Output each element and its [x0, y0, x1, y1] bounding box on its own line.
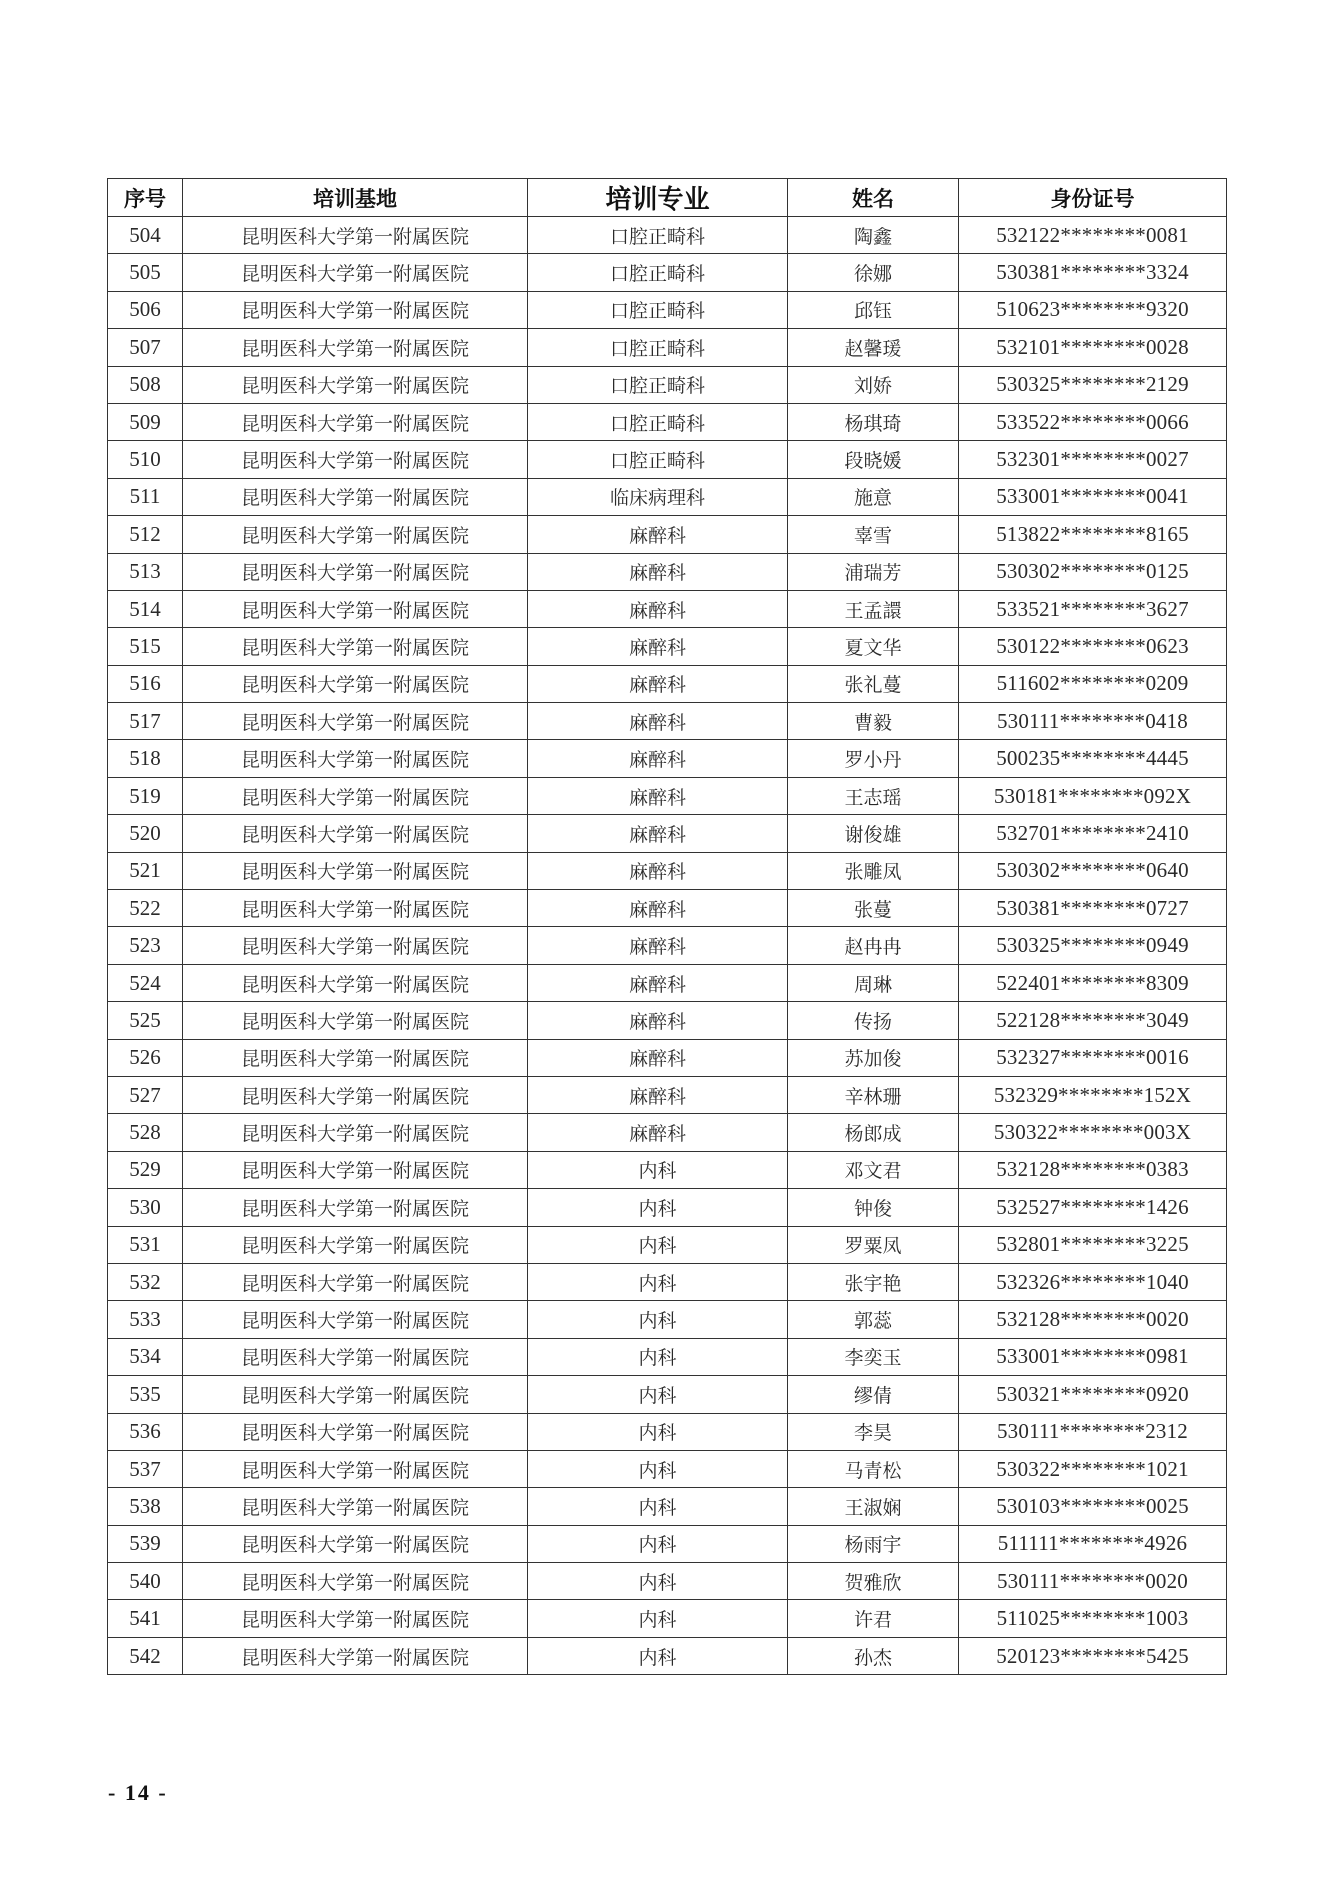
- cell-seq: 531: [108, 1226, 183, 1263]
- cell-seq: 524: [108, 964, 183, 1001]
- cell-seq: 513: [108, 553, 183, 590]
- cell-seq: 522: [108, 890, 183, 927]
- cell-id-number: 511025********1003: [959, 1600, 1227, 1637]
- cell-specialty: 麻醉科: [528, 1076, 788, 1113]
- cell-seq: 512: [108, 516, 183, 553]
- cell-specialty: 麻醉科: [528, 553, 788, 590]
- cell-training-base: 昆明医科大学第一附属医院: [183, 1226, 528, 1263]
- cell-seq: 542: [108, 1637, 183, 1674]
- cell-seq: 538: [108, 1488, 183, 1525]
- cell-id-number: 530322********003X: [959, 1114, 1227, 1151]
- table-row: [108, 665, 1227, 702]
- cell-name: 杨琪琦: [788, 403, 959, 440]
- header-row: [108, 179, 1227, 217]
- table-row: [108, 217, 1227, 254]
- cell-id-number: 530381********0727: [959, 890, 1227, 927]
- cell-name: 王淑娴: [788, 1488, 959, 1525]
- cell-training-base: 昆明医科大学第一附属医院: [183, 1600, 528, 1637]
- header-seq: 序号: [108, 179, 183, 217]
- cell-seq: 536: [108, 1413, 183, 1450]
- cell-specialty: 内科: [528, 1413, 788, 1450]
- cell-seq: 530: [108, 1189, 183, 1226]
- cell-training-base: 昆明医科大学第一附属医院: [183, 553, 528, 590]
- cell-training-base: 昆明医科大学第一附属医院: [183, 1563, 528, 1600]
- cell-seq: 532: [108, 1263, 183, 1300]
- table-row: [108, 1338, 1227, 1375]
- table-row: [108, 815, 1227, 852]
- cell-seq: 521: [108, 852, 183, 889]
- cell-id-number: 532527********1426: [959, 1189, 1227, 1226]
- cell-id-number: 532327********0016: [959, 1039, 1227, 1076]
- cell-seq: 517: [108, 703, 183, 740]
- table-header: [108, 179, 1227, 217]
- cell-training-base: 昆明医科大学第一附属医院: [183, 964, 528, 1001]
- cell-specialty: 口腔正畸科: [528, 217, 788, 254]
- cell-id-number: 532326********1040: [959, 1263, 1227, 1300]
- cell-specialty: 口腔正畸科: [528, 403, 788, 440]
- cell-name: 周琳: [788, 964, 959, 1001]
- table-row: [108, 254, 1227, 291]
- cell-name: 赵冉冉: [788, 927, 959, 964]
- cell-training-base: 昆明医科大学第一附属医院: [183, 590, 528, 627]
- cell-seq: 519: [108, 777, 183, 814]
- cell-id-number: 530181********092X: [959, 777, 1227, 814]
- cell-training-base: 昆明医科大学第一附属医院: [183, 703, 528, 740]
- table-row: [108, 1151, 1227, 1188]
- cell-id-number: 532329********152X: [959, 1076, 1227, 1113]
- cell-id-number: 530111********2312: [959, 1413, 1227, 1450]
- cell-specialty: 口腔正畸科: [528, 329, 788, 366]
- cell-name: 陶鑫: [788, 217, 959, 254]
- table-row: [108, 890, 1227, 927]
- cell-seq: 539: [108, 1525, 183, 1562]
- cell-training-base: 昆明医科大学第一附属医院: [183, 1114, 528, 1151]
- cell-name: 张宇艳: [788, 1263, 959, 1300]
- cell-id-number: 530325********2129: [959, 366, 1227, 403]
- cell-id-number: 530322********1021: [959, 1450, 1227, 1487]
- cell-name: 曹毅: [788, 703, 959, 740]
- cell-seq: 523: [108, 927, 183, 964]
- cell-specialty: 内科: [528, 1450, 788, 1487]
- table-row: [108, 628, 1227, 665]
- cell-id-number: 532301********0027: [959, 441, 1227, 478]
- table-row: [108, 1563, 1227, 1600]
- table-row: [108, 1301, 1227, 1338]
- table-row: [108, 1263, 1227, 1300]
- trainee-roster-table: [107, 178, 1227, 1675]
- cell-seq: 505: [108, 254, 183, 291]
- cell-name: 夏文华: [788, 628, 959, 665]
- cell-seq: 526: [108, 1039, 183, 1076]
- table-row: [108, 516, 1227, 553]
- cell-training-base: 昆明医科大学第一附属医院: [183, 1151, 528, 1188]
- cell-name: 辜雪: [788, 516, 959, 553]
- cell-name: 李奕玉: [788, 1338, 959, 1375]
- cell-training-base: 昆明医科大学第一附属医院: [183, 1338, 528, 1375]
- cell-specialty: 内科: [528, 1301, 788, 1338]
- cell-training-base: 昆明医科大学第一附属医院: [183, 403, 528, 440]
- cell-specialty: 口腔正畸科: [528, 366, 788, 403]
- cell-training-base: 昆明医科大学第一附属医院: [183, 1263, 528, 1300]
- cell-id-number: 511602********0209: [959, 665, 1227, 702]
- cell-id-number: 533001********0981: [959, 1338, 1227, 1375]
- cell-training-base: 昆明医科大学第一附属医院: [183, 927, 528, 964]
- table-row: [108, 927, 1227, 964]
- cell-training-base: 昆明医科大学第一附属医院: [183, 1189, 528, 1226]
- cell-training-base: 昆明医科大学第一附属医院: [183, 1039, 528, 1076]
- cell-name: 张雕凤: [788, 852, 959, 889]
- cell-seq: 511: [108, 478, 183, 515]
- cell-training-base: 昆明医科大学第一附属医院: [183, 740, 528, 777]
- table-row: [108, 441, 1227, 478]
- cell-specialty: 口腔正畸科: [528, 254, 788, 291]
- table-row: [108, 852, 1227, 889]
- cell-specialty: 内科: [528, 1488, 788, 1525]
- table-row: [108, 1002, 1227, 1039]
- cell-name: 马青松: [788, 1450, 959, 1487]
- cell-id-number: 510623********9320: [959, 291, 1227, 328]
- cell-specialty: 麻醉科: [528, 665, 788, 702]
- cell-seq: 509: [108, 403, 183, 440]
- cell-seq: 516: [108, 665, 183, 702]
- cell-id-number: 532101********0028: [959, 329, 1227, 366]
- cell-specialty: 口腔正畸科: [528, 441, 788, 478]
- cell-specialty: 麻醉科: [528, 890, 788, 927]
- table-row: [108, 703, 1227, 740]
- header-training-base: 培训基地: [183, 179, 528, 217]
- cell-id-number: 520123********5425: [959, 1637, 1227, 1674]
- cell-name: 罗粟凤: [788, 1226, 959, 1263]
- cell-specialty: 麻醉科: [528, 927, 788, 964]
- cell-id-number: 530321********0920: [959, 1376, 1227, 1413]
- cell-id-number: 511111********4926: [959, 1525, 1227, 1562]
- table-row: [108, 1413, 1227, 1450]
- cell-name: 苏加俊: [788, 1039, 959, 1076]
- cell-specialty: 麻醉科: [528, 777, 788, 814]
- cell-name: 贺雅欣: [788, 1563, 959, 1600]
- cell-specialty: 内科: [528, 1226, 788, 1263]
- cell-specialty: 口腔正畸科: [528, 291, 788, 328]
- table-row: [108, 1114, 1227, 1151]
- cell-name: 王孟譞: [788, 590, 959, 627]
- cell-id-number: 533521********3627: [959, 590, 1227, 627]
- cell-specialty: 内科: [528, 1525, 788, 1562]
- cell-seq: 528: [108, 1114, 183, 1151]
- cell-specialty: 内科: [528, 1376, 788, 1413]
- cell-id-number: 532128********0383: [959, 1151, 1227, 1188]
- cell-name: 浦瑞芳: [788, 553, 959, 590]
- table-row: [108, 329, 1227, 366]
- table-row: [108, 777, 1227, 814]
- cell-name: 谢俊雄: [788, 815, 959, 852]
- cell-specialty: 麻醉科: [528, 740, 788, 777]
- cell-training-base: 昆明医科大学第一附属医院: [183, 1376, 528, 1413]
- cell-seq: 534: [108, 1338, 183, 1375]
- cell-name: 徐娜: [788, 254, 959, 291]
- cell-training-base: 昆明医科大学第一附属医院: [183, 1488, 528, 1525]
- cell-specialty: 麻醉科: [528, 1002, 788, 1039]
- header-specialty: 培训专业: [528, 179, 788, 217]
- cell-specialty: 麻醉科: [528, 1039, 788, 1076]
- cell-specialty: 麻醉科: [528, 964, 788, 1001]
- table-row: [108, 403, 1227, 440]
- cell-seq: 540: [108, 1563, 183, 1600]
- cell-id-number: 530302********0125: [959, 553, 1227, 590]
- cell-id-number: 532701********2410: [959, 815, 1227, 852]
- cell-specialty: 麻醉科: [528, 1114, 788, 1151]
- cell-specialty: 临床病理科: [528, 478, 788, 515]
- cell-name: 王志瑶: [788, 777, 959, 814]
- cell-training-base: 昆明医科大学第一附属医院: [183, 815, 528, 852]
- cell-seq: 541: [108, 1600, 183, 1637]
- table-row: [108, 740, 1227, 777]
- cell-specialty: 内科: [528, 1637, 788, 1674]
- cell-name: 杨郎成: [788, 1114, 959, 1151]
- cell-id-number: 530381********3324: [959, 254, 1227, 291]
- table-row: [108, 1600, 1227, 1637]
- cell-name: 孙杰: [788, 1637, 959, 1674]
- cell-name: 赵馨瑗: [788, 329, 959, 366]
- table-row: [108, 478, 1227, 515]
- cell-name: 段晓媛: [788, 441, 959, 478]
- cell-training-base: 昆明医科大学第一附属医院: [183, 628, 528, 665]
- table-row: [108, 590, 1227, 627]
- cell-seq: 518: [108, 740, 183, 777]
- cell-id-number: 530325********0949: [959, 927, 1227, 964]
- cell-training-base: 昆明医科大学第一附属医院: [183, 254, 528, 291]
- cell-id-number: 500235********4445: [959, 740, 1227, 777]
- cell-training-base: 昆明医科大学第一附属医院: [183, 665, 528, 702]
- cell-name: 邓文君: [788, 1151, 959, 1188]
- cell-name: 刘娇: [788, 366, 959, 403]
- cell-training-base: 昆明医科大学第一附属医院: [183, 1637, 528, 1674]
- cell-training-base: 昆明医科大学第一附属医院: [183, 1413, 528, 1450]
- cell-id-number: 530103********0025: [959, 1488, 1227, 1525]
- cell-seq: 525: [108, 1002, 183, 1039]
- table-row: [108, 1039, 1227, 1076]
- cell-specialty: 内科: [528, 1563, 788, 1600]
- table-row: [108, 366, 1227, 403]
- table-row: [108, 1637, 1227, 1674]
- cell-training-base: 昆明医科大学第一附属医院: [183, 291, 528, 328]
- cell-id-number: 532801********3225: [959, 1226, 1227, 1263]
- cell-seq: 508: [108, 366, 183, 403]
- cell-seq: 533: [108, 1301, 183, 1338]
- table-row: [108, 1488, 1227, 1525]
- table-row: [108, 1076, 1227, 1113]
- table-row: [108, 1189, 1227, 1226]
- cell-training-base: 昆明医科大学第一附属医院: [183, 1301, 528, 1338]
- cell-specialty: 内科: [528, 1338, 788, 1375]
- cell-id-number: 530111********0418: [959, 703, 1227, 740]
- cell-training-base: 昆明医科大学第一附属医院: [183, 890, 528, 927]
- cell-seq: 510: [108, 441, 183, 478]
- cell-id-number: 532128********0020: [959, 1301, 1227, 1338]
- cell-name: 许君: [788, 1600, 959, 1637]
- cell-training-base: 昆明医科大学第一附属医院: [183, 777, 528, 814]
- cell-training-base: 昆明医科大学第一附属医院: [183, 478, 528, 515]
- cell-specialty: 麻醉科: [528, 852, 788, 889]
- cell-training-base: 昆明医科大学第一附属医院: [183, 1002, 528, 1039]
- cell-seq: 527: [108, 1076, 183, 1113]
- table-body: [108, 217, 1227, 1675]
- cell-name: 钟俊: [788, 1189, 959, 1226]
- cell-id-number: 533522********0066: [959, 403, 1227, 440]
- cell-id-number: 530302********0640: [959, 852, 1227, 889]
- cell-training-base: 昆明医科大学第一附属医院: [183, 441, 528, 478]
- cell-name: 郭蕊: [788, 1301, 959, 1338]
- header-id-number: 身份证号: [959, 179, 1227, 217]
- cell-seq: 515: [108, 628, 183, 665]
- table-row: [108, 1525, 1227, 1562]
- cell-seq: 506: [108, 291, 183, 328]
- cell-id-number: 532122********0081: [959, 217, 1227, 254]
- cell-id-number: 530122********0623: [959, 628, 1227, 665]
- cell-training-base: 昆明医科大学第一附属医院: [183, 329, 528, 366]
- table-row: [108, 291, 1227, 328]
- cell-training-base: 昆明医科大学第一附属医院: [183, 516, 528, 553]
- page-number: - 14 -: [108, 1780, 168, 1805]
- cell-specialty: 麻醉科: [528, 815, 788, 852]
- cell-name: 传扬: [788, 1002, 959, 1039]
- cell-seq: 514: [108, 590, 183, 627]
- cell-name: 杨雨宇: [788, 1525, 959, 1562]
- cell-specialty: 内科: [528, 1189, 788, 1226]
- cell-seq: 537: [108, 1450, 183, 1487]
- cell-name: 张礼蔓: [788, 665, 959, 702]
- cell-name: 辛林珊: [788, 1076, 959, 1113]
- cell-training-base: 昆明医科大学第一附属医院: [183, 217, 528, 254]
- cell-name: 施意: [788, 478, 959, 515]
- table-row: [108, 1226, 1227, 1263]
- cell-training-base: 昆明医科大学第一附属医院: [183, 1450, 528, 1487]
- cell-id-number: 513822********8165: [959, 516, 1227, 553]
- cell-seq: 535: [108, 1376, 183, 1413]
- table-row: [108, 964, 1227, 1001]
- table-row: [108, 1376, 1227, 1413]
- header-name: 姓名: [788, 179, 959, 217]
- cell-specialty: 内科: [528, 1600, 788, 1637]
- cell-seq: 520: [108, 815, 183, 852]
- cell-id-number: 522401********8309: [959, 964, 1227, 1001]
- cell-seq: 507: [108, 329, 183, 366]
- table-row: [108, 1450, 1227, 1487]
- cell-name: 李昊: [788, 1413, 959, 1450]
- cell-specialty: 内科: [528, 1263, 788, 1300]
- cell-seq: 504: [108, 217, 183, 254]
- cell-specialty: 麻醉科: [528, 628, 788, 665]
- cell-name: 缪倩: [788, 1376, 959, 1413]
- cell-training-base: 昆明医科大学第一附属医院: [183, 852, 528, 889]
- table-row: [108, 553, 1227, 590]
- cell-specialty: 麻醉科: [528, 590, 788, 627]
- cell-training-base: 昆明医科大学第一附属医院: [183, 366, 528, 403]
- cell-id-number: 522128********3049: [959, 1002, 1227, 1039]
- cell-name: 罗小丹: [788, 740, 959, 777]
- cell-training-base: 昆明医科大学第一附属医院: [183, 1076, 528, 1113]
- cell-name: 邱钰: [788, 291, 959, 328]
- cell-id-number: 530111********0020: [959, 1563, 1227, 1600]
- cell-id-number: 533001********0041: [959, 478, 1227, 515]
- cell-specialty: 麻醉科: [528, 516, 788, 553]
- cell-specialty: 麻醉科: [528, 703, 788, 740]
- cell-training-base: 昆明医科大学第一附属医院: [183, 1525, 528, 1562]
- cell-seq: 529: [108, 1151, 183, 1188]
- cell-specialty: 内科: [528, 1151, 788, 1188]
- cell-name: 张蔓: [788, 890, 959, 927]
